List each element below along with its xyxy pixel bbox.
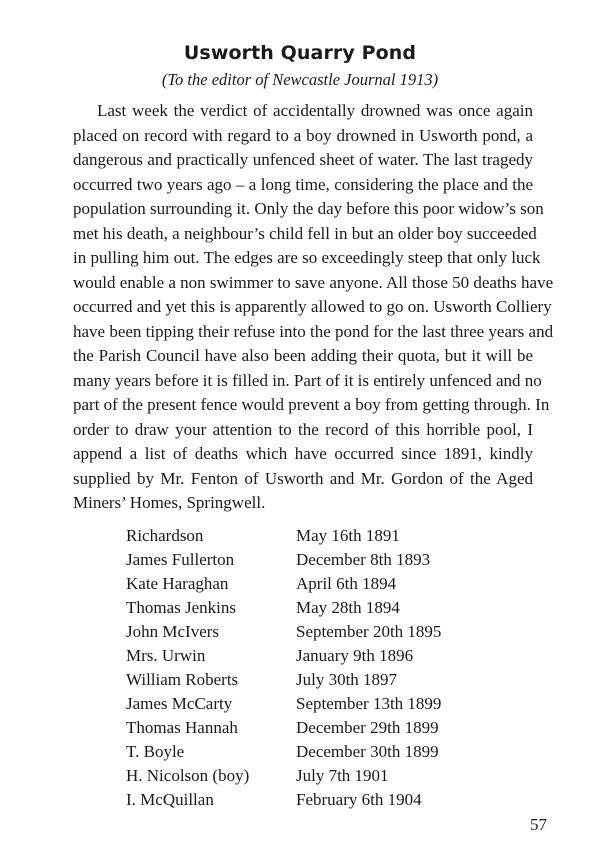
death-row [126, 788, 486, 812]
death-date: April 6th 1894 [296, 574, 397, 593]
death-row [126, 644, 486, 668]
death-row [126, 740, 486, 764]
body-line: Miners’ Homes, Springwell. [73, 493, 266, 512]
death-date: May 16th 1891 [296, 526, 400, 545]
body-line: part of the present fence would prevent a boy from getting through. In [73, 395, 550, 414]
page-subtitle: (To the editor of Newcastle Journal 1913) [161, 70, 439, 89]
death-row [126, 596, 486, 620]
body-line: many years before it is filled in. Part of it is entirely unfenced and no [73, 370, 542, 390]
body-line: met his death, a neighbour’s child fell in but an older boy succeeded [73, 223, 537, 243]
body-line: dangerous and practically unfenced sheet of water. The last tragedy [73, 150, 533, 169]
body-line: have been tipping their refuse into the pond for the last three years and [73, 321, 554, 341]
death-date: December 29th 1899 [296, 718, 439, 737]
death-row [126, 692, 486, 716]
body-line: Last week the verdict of accidentally drowned was once again [97, 101, 533, 120]
death-date: July 30th 1897 [296, 670, 398, 689]
death-date: February 6th 1904 [296, 790, 422, 809]
death-date: September 13th 1899 [296, 694, 442, 713]
death-date: January 9th 1896 [296, 646, 414, 665]
death-name: William Roberts [126, 670, 239, 689]
page-title: Usworth Quarry Pond [183, 42, 417, 64]
page-number: 57 [530, 815, 547, 834]
death-date: December 8th 1893 [296, 550, 431, 569]
letter-body [73, 99, 554, 516]
death-date: May 28th 1894 [296, 598, 400, 617]
death-name: Kate Haraghan [126, 574, 229, 593]
death-date: September 20th 1895 [296, 622, 442, 641]
death-name: T. Boyle [126, 742, 185, 761]
death-name: James Fullerton [126, 550, 235, 569]
body-line: placed on record with regard to a boy drowned in Usworth pond, a [73, 125, 533, 145]
death-row [126, 764, 486, 788]
death-row [126, 572, 486, 596]
death-name: James McCarty [126, 694, 233, 713]
death-name: John McIvers [126, 622, 220, 641]
death-row [126, 668, 486, 692]
body-line: supplied by Mr. Fenton of Usworth and Mr. Gordon of the Aged [73, 468, 533, 488]
death-row [126, 620, 486, 644]
death-name: Thomas Hannah [126, 718, 238, 737]
body-line: the Parish Council have also been adding their quota, but it will be [73, 346, 533, 365]
death-date: December 30th 1899 [296, 742, 439, 761]
body-line: would enable a non swimmer to save anyone. All those 50 deaths have [73, 272, 554, 292]
death-name: H. Nicolson (boy) [126, 766, 250, 785]
death-row [126, 548, 486, 572]
death-date: July 7th 1901 [296, 766, 389, 785]
death-row [126, 524, 486, 548]
body-line: population surrounding it. Only the day before this poor widow’s son [73, 199, 544, 218]
death-name: I. McQuillan [126, 790, 214, 809]
body-line: occurred two years ago – a long time, considering the place and the [73, 174, 533, 194]
death-row [126, 716, 486, 740]
body-line: append a list of deaths which have occurred since 1891, kindly [73, 444, 533, 463]
death-name: Thomas Jenkins [126, 598, 237, 617]
body-line: in pulling him out. The edges are so exceedingly steep that only luck [73, 248, 541, 267]
death-name: Mrs. Urwin [126, 646, 206, 665]
body-line: order to draw your attention to the record of this horrible pool, I [73, 419, 533, 439]
deaths-list [126, 524, 486, 812]
body-line: occurred and yet this is apparently allowed to go on. Usworth Colliery [73, 297, 552, 316]
death-name: Richardson [126, 526, 204, 545]
